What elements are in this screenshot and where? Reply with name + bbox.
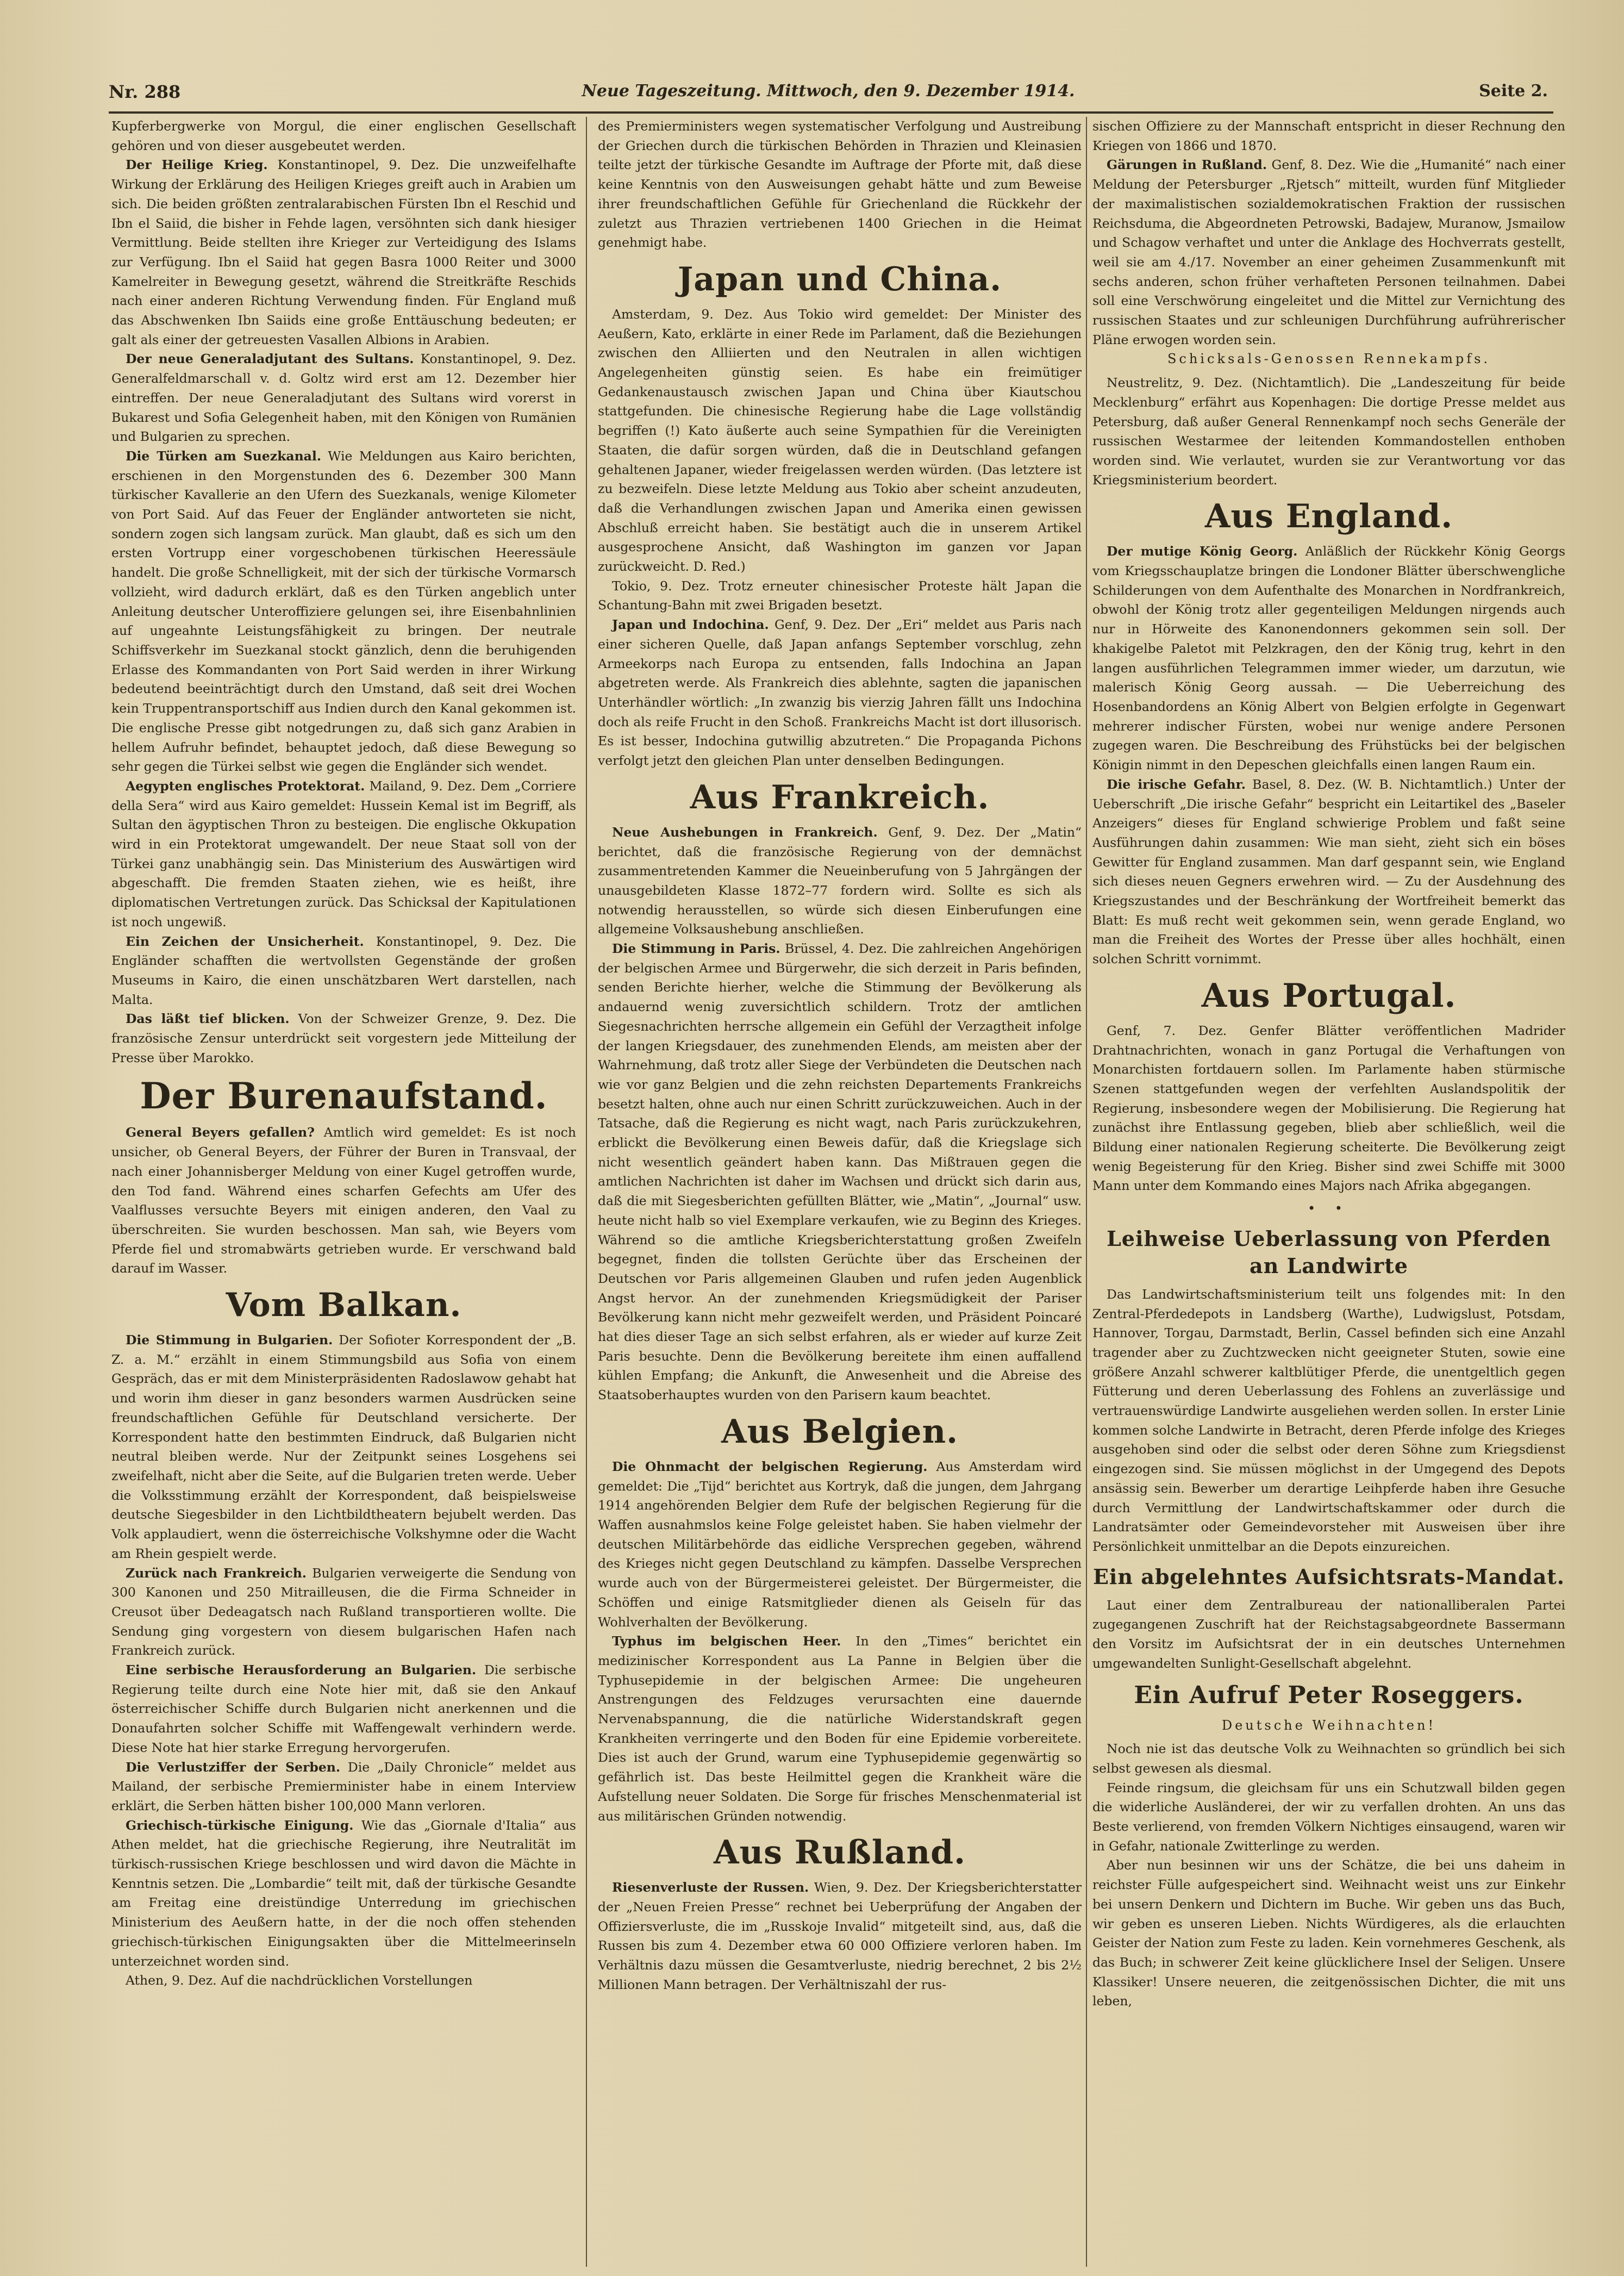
page-header [109,82,1548,111]
article-text: Noch nie ist das deutsche Volk zu Weihnachten so gründlich bei sich selbst gewesen als diesmal. [1092,1741,1565,1776]
article-text: Feinde ringsum, die gleichsam für uns ein Schutzwall bilden gegen die widerliche Ausländerei, der wir zu verfallen drohten. An uns das Beste verlierend, von fremden Völkern Nichtiges einsaugend, waren wir in Gefahr, nationale Zwitterlinge zu werden. [1092,1780,1565,1854]
column-divider [586,117,587,2267]
article-text: Genf, 9. Dez. Der „Matin“ berichtet, daß die französische Regierung von der demnächst zusammentretenden Kammer die Neueinberufung von 5 Jahrgängen der unausgebildeten Klasse 1872–77 fordern wird. Sollte es sich als notwendig herausstellen, so würde sich diesen Einberufungen eine allgemeine Volksaushebung anschließen. [598,824,1082,937]
article-lead: Typhus im belgischen Heer. [612,1633,841,1649]
article-paragraph [111,117,576,155]
article-lead: Griechisch-türkische Einigung. [126,1817,354,1833]
article-paragraph [598,823,1082,939]
article-text: Von der Schweizer Grenze, 9. Dez. Die französische Zensur unterdrückt seit vorgestern jede Mitteilung der Presse über Marokko. [111,1011,576,1065]
article-paragraph [1092,155,1565,350]
section-headline: Aus Rußland. [713,1834,966,1872]
section-headline: Aus Frankreich. [690,778,990,816]
article-paragraph [598,615,1082,771]
section-headline: Ein abgelehntes Aufsichtsrats-Mandat. [1092,1564,1565,1589]
article-paragraph [1092,775,1565,969]
issue-number: Nr. 288 [109,82,181,102]
article-paragraph [598,1457,1082,1632]
article-paragraph [598,1878,1082,1994]
column-2 [598,117,1082,2267]
article-paragraph [111,1331,576,1563]
article-text: Neustrelitz, 9. Dez. (Nichtamtlich). Die „Landeszeitung für beide Mecklenburg“ erfährt aus Kopenhagen: Die dortige Presse meldet aus Petersburg, daß außer General Rennenkampf noch sechs Generäle der russischen Westarmee der leitenden Kommandostellen enthoben worden sind. Wie verlautet, wurden sie zur Verantwortung vor das Kriegsministerium beordert. [1092,375,1565,488]
article-lead: Die irische Gefahr. [1107,776,1246,792]
article-paragraph [598,939,1082,1405]
section-headline: Vom Balkan. [226,1286,462,1325]
article-text: Die „Daily Chronicle“ meldet aus Mailand, der serbische Premierminister habe in einem Interview erklärt, die Serben hätten bisher 100,000 Mann verloren. [111,1759,576,1813]
article-text: Anläßlich der Rückkehr König Georgs vom Kriegsschauplatze bringen die Londoner Blätter überschwengliche Schilderungen von dem Aufenthalte des Monarchen in Nordfrankreich, obwohl der König trotz aller gegenteiligen Meldungen nirgends auch nur in Hörweite des Kanonendonners gekommen sein soll. Der khakigelbe Paletot mit Pelzkragen, den der König trug, kehrt in den langen ausführlichen Telegrammen immer wieder, um darzutun, wie malerisch König Georg aussah. — Die Ueberreichung des Hosenbandordens an König Albert von Belgien erfolgte in Gegenwart mehrerer indischer Fürsten, wobei nur wenige andere Personen zugegen waren. Die Beschreibung des Frühstücks bei der belgischen Königin nimmt in den Depeschen gleichfalls einen langen Raum ein. [1092,544,1565,773]
article-paragraph [111,447,576,777]
article-text: des Premierministers wegen systematischer Verfolgung und Austreibung der Griechen durch die türkischen Behörden in Thrazien und Kleinasien teilte jetzt der türkische Gesandte im Auftrage der Pforte mit, daß diese keine Kenntnis von den Ausweisungen gehabt hätte und zum Beweise ihrer freundschaftlichen Gefühle für Griechenland die Rückkehr der zuletzt aus Thrazien vertriebenen 1400 Griechen in die Heimat genehmigt habe. [598,119,1082,251]
article-text: Aber nun besinnen wir uns der Schätze, die bei uns daheim in reichster Fülle aufgespeichert sind. Weihnacht weist uns zur Einkehr bei unsern Denkern und Dichtern im Buche. Wir geben uns das Buch, wir geben es unseren Lieben. Nichts Würdigeres, als die erlauchten Geister der Nation zum Feste zu laden. Kein vornehmeres Geschenk, als das Buch; in schwerer Zeit keine glücklichere Insel der Seligen. Unsere Klassiker! Unsere neueren, die zeitgenössischen Dichter, die mit uns leben, [1092,1857,1565,2009]
article-lead: Die Ohnmacht der belgischen Regierung. [612,1458,928,1474]
article-lead: Die Türken am Suezkanal. [126,448,322,464]
article-paragraph [111,1661,576,1758]
article-lead: Der mutige König Georg. [1107,544,1298,559]
article-text: Die serbische Regierung teilte durch eine Note hier mit, daß sie den Ankauf österreichischer Schiffe durch Bulgarien nicht anerkennen und die Donaufahrten solcher Schiffe mit Waffengewalt verhindern werde. Diese Note hat hier starke Erregung hervorgerufen. [111,1662,576,1755]
article-text: Das Landwirtschaftsministerium teilt uns folgendes mit: In den Zentral-Pferdedepots in Landsberg (Warthe), Ludwigslust, Potsdam, Hannover, Torgau, Darmstadt, Berlin, Cassel befinden sich eine Anzahl tragender aber zu Zuchtzwecken nicht geeigneter Stuten, sowie eine größere Anzahl schwerer kaltblütiger Pferde, die unentgeltlich gegen Fütterung und deren Ueberlassung des Fohlens an zuverlässige und vertrauenswürdige Landwirte ausgeliehen werden sollen. In erster Linie kommen solche Landwirte in Betracht, deren Pferde infolge des Krieges ausgehoben sind oder die selbst oder deren Söhne zum Kriegsdienst eingezogen sind. Sie müssen möglichst in der Umgegend des Depots ansässig sein. Bewerber um derartige Leihpferde haben ihre Gesuche durch Vermittlung der Landwirtschaftskammer oder durch die Landratsämter oder Gemeindevorsteher mit Ausweisen über ihre Persönlichkeit unmittelbar an die Depots einzureichen. [1092,1286,1565,1554]
article-paragraph [111,1758,576,1816]
column-1 [111,117,576,2267]
article-lead: Riesenverluste der Russen. [612,1880,809,1895]
article-lead: General Beyers gefallen? [126,1125,315,1140]
ornament-dots: • • [1308,1201,1350,1217]
article-lead: Der neue Generaladjutant des Sultans. [126,351,414,367]
header-rule [109,111,1553,114]
article-paragraph [1092,1285,1565,1557]
article-text: Brüssel, 4. Dez. Die zahlreichen Angehörigen der belgischen Armee und Bürgerwehr, die sich derzeit in Paris befinden, senden Berichte hierher, welche die Stimmung der Bevölkerung als andauernd wenig zuversichtlich schildern. Trotz der amtlichen Siegesnachrichten herrsche allgemein ein Gefühl der Verzagtheit infolge der langen Kriegsdauer, des zunehmenden Elends, am meisten aber der Wahrnehmung, daß trotz aller Siege der Verbündeten die Deutschen nach wie vor ganz Belgien und die zehn reichsten Departements Frankreichs besetzt halten, ohne auch nur einen Schritt zurückzuweichen. Auch in der Tatsache, daß die Regierung es nicht wagt, nach Paris zurückzukehren, erblickt die Bevölkerung einen Beweis dafür, daß die Kriegslage sich nicht wesentlich geändert haben kann. Das Mißtrauen gegen die amtlichen Nachrichten ist daher im Wachsen und drückt sich darin aus, daß die mit Siegesberichten gefüllten Blätter, wie „Matin“, „Journal“ usw. heute nicht halb so viel Exemplare verkaufen, wie zu Beginn des Krieges. Während so die amtliche Kriegsberichterstattung großen Zweifeln begegnet, finden die tollsten Gerüchte über das Erscheinen der Deutschen vor Paris allgemeinen Glauben und rufen jeden Augenblick Angst hervor. An der zunehmenden Kriegsmüdigkeit der Pariser Bevölkerung kann nicht mehr gezweifelt werden, und Präsident Poincaré hat dies dieser Tage an sich selbst erfahren, als er wieder auf kurze Zeit Paris besuchte. Denn die Bevölkerung bereitete ihm einen auffallend kühlen Empfang; die Ankunft, die Anwesenheit und die Abreise des Staatsoberhauptes wurden von den Parisern kaum beachtet. [598,941,1082,1403]
article-paragraph [1092,1856,1565,2011]
article-paragraph [598,1632,1082,1826]
article-paragraph [1092,117,1565,155]
column-divider [1086,117,1087,2267]
article-text: Kupferbergwerke von Morgul, die einer englischen Gesellschaft gehören und von dieser ausgebeutet werden. [111,119,576,153]
article-paragraph [111,1816,576,1972]
article-text: sischen Offiziere zu der Mannschaft entspricht in dieser Rechnung den Kriegen von 1866 und 1870. [1092,119,1565,153]
article-text: Mailand, 9. Dez. Dem „Corriere della Sera“ wird aus Kairo gemeldet: Hussein Kemal ist im Begriff, als Sultan den ägyptischen Thron zu besteigen. Die englische Okkupation wird in ein Protektorat umgewandelt. Der neue Staat soll von der Türkei ganz unabhängig sein. Das Ministerium des Auswärtigen wird abgeschafft. Die fremden Staaten ziehen, wie es heißt, ihre diplomatischen Vertretungen zurück. Das Schicksal der Kapitulationen ist noch ungewiß. [111,778,576,930]
article-text: In den „Times“ berichtet ein medizinischer Korrespondent aus La Panne in Belgien über die Typhusepidemie in der belgischen Armee: Die ungeheuren Anstrengungen des Feldzuges verursachten eine dauernde Nervenabspannung, die die natürliche Widerstandskraft gegen Krankheiten verringerte und den Boden für eine Epidemie vorbereitete. Dies ist auch der Grund, warum eine Typhusepidemie gegenwärtig so gefährlich ist. Das beste Heilmittel gegen die Krankheit wäre die Aufstellung neuer Soldaten. Die Sorge für frisches Menschenmaterial ist aus militärischen Gründen notwendig. [598,1633,1082,1824]
article-lead: Das läßt tief blicken. [126,1011,290,1027]
article-paragraph [111,350,576,447]
article-text: Konstantinopel, 9. Dez. Generalfeldmarschall v. d. Goltz wird erst am 12. Dezember hier eintreffen. Der neue Generaladjutant des Sultans wird vorerst in Bukarest und Sofia Gelegenheit haben, mit den Königen von Rumänien und Bulgarien zu sprechen. [111,351,576,445]
article-lead: Aegypten englisches Protektorat. [126,778,365,794]
masthead-line: Neue Tageszeitung. Mittwoch, den 9. Dezember 1914. [582,82,1075,101]
article-paragraph [1092,373,1565,490]
article-lead: Der Heilige Krieg. [126,157,268,173]
subheading: Deutsche Weihnachten! [1221,1717,1436,1733]
article-paragraph [1092,1021,1565,1196]
article-text: Basel, 8. Dez. (W. B. Nichtamtlich.) Unter der Ueberschrift „Die irische Gefahr“ bespricht ein Leitartikel des „Baseler Anzeigers“ dieses für England schwierige Problem und faßt seine Ausführungen dahin zusammen: Wie man sieht, zieht sich ein böses Gewitter für England zusammen. Man darf gespannt sein, wie England sich dieses neuen Gegners erwehren wird. — Zu der Ausdehnung des Kriegszustandes und der Beschränkung der Wortfreiheit bemerkt das Blatt: Es muß recht weit gekommen sein, wenn gerade England, wo man die Freiheit des Wortes der Presse über alles hochhält, einen solchen Schritt vornimmt. [1092,776,1565,967]
article-paragraph [111,777,576,932]
section-headline: Ein Aufruf Peter Roseggers. [1134,1681,1524,1709]
article-lead: Ein Zeichen der Unsicherheit. [126,933,364,949]
section-headline: Aus England. [1204,497,1453,536]
article-lead: Die Stimmung in Paris. [612,941,780,957]
article-text: Genf, 9. Dez. Der „Eri“ meldet aus Paris nach einer sicheren Quelle, daß Japan anfangs September vorschlug, zehn Armeekorps nach Europa zu entsenden, falls Indochina an Japan abgetreten werde. Als Frankreich dies ablehnte, sagten die japanischen Unterhändler wörtlich: „In zwanzig bis vierzig Jahren fällt uns Indochina doch als reife Frucht in den Schoß. Frankreichs Macht ist dort illusorisch. Es ist besser, Indochina gutwillig abzutreten.“ Die Propaganda Pichons verfolgt jetzt den gleichen Plan unter denselben Bedingungen. [598,617,1082,769]
section-headline: Der Burenaufstand. [140,1075,548,1118]
article-paragraph [598,577,1082,615]
article-text: Genf, 7. Dez. Genfer Blätter veröffentlichen Madrider Drahtnachrichten, wonach in ganz Portugal die Verhaftungen von Monarchisten fortdauern sollen. Im Parlamente haben stürmische Szenen stattgefunden wegen der verfehlten Auslandspolitik der Regierung, insbesondere wegen der Mobilisierung. Die Regierung hat zunächst ihre Entlassung gegeben, blieb aber schließlich, weil die Bildung einer nationalen Regierung scheiterte. Die Bevölkerung zeigt wenig Begeisterung für den Krieg. Bisher sind zwei Schiffe mit 3000 Mann unter dem Kommando eines Majors nach Afrika abgegangen. [1092,1022,1565,1194]
page-number: Seite 2. [1479,82,1548,101]
section-headline: Leihweise Ueberlassung von Pferden an Landwirte [1107,1226,1551,1278]
article-lead: Neue Aushebungen in Frankreich. [612,824,878,840]
article-lead: Gärungen in Rußland. [1107,157,1267,173]
article-text: Aus Amsterdam wird gemeldet: Die „Tijd“ berichtet aus Kortryk, daß die jungen, dem Jahrgang 1914 angehörenden Belgier dem Rufe der belgischen Regierung für die Waffen ausnahmslos keine Folge geleistet haben. Sie haben vielmehr der deutschen Militärbehörde das eidliche Versprechen gegeben, während des Krieges nicht gegen Deutschland zu kämpfen. Dasselbe Versprechen wurde auch von der Bürgermeisterei geleistet. Der Bürgermeister, die Schöffen und einige Ratsmitglieder dienen als Geiseln für das Wohlverhalten der Bevölkerung. [598,1458,1082,1630]
section-headline: Japan und China. [677,260,1002,298]
article-paragraph [111,1123,576,1279]
article-paragraph [1092,542,1565,775]
section-headline: Aus Portugal. [1201,976,1457,1015]
article-lead: Zurück nach Frankreich. [126,1565,307,1581]
article-paragraph [1092,1739,1565,1778]
article-text: Wie das „Giornale d'Italia“ aus Athen meldet, hat die griechische Regierung, ihre Neutralität im türkisch-russischen Kriege beschlossen und wird davon die Mächte in Kenntnis setzen. Die „Lombardie“ teilt mit, daß der türkische Gesandte am Freitag eine dreistündige Unterredung im griechischen Ministerium des Aeußern hatte, in der die noch offen stehenden griechisch-türkischen Einigungsakten über die Mittelmeerinseln unterzeichnet worden sind. [111,1817,576,1969]
article-text: Konstantinopel, 9. Dez. Die Engländer schafften die wertvollsten Gegenstände der großen Museums in Kairo, die einen unschätzbaren Wert darstellen, nach Malta. [111,933,576,1007]
article-paragraph [111,1009,576,1068]
section-headline: Aus Belgien. [721,1412,958,1451]
article-text: Amsterdam, 9. Dez. Aus Tokio wird gemeldet: Der Minister des Aeußern, Kato, erklärte in einer Rede im Parlament, daß die Beziehungen zwischen den Alliierten und den Neutralen in allen wichtigen Angelegenheiten günstig seien. Es habe ein freimütiger Gedankenaustausch zwischen Japan und China über Kiautschou stattgefunden. Die chinesische Regierung habe die Lage vollständig begriffen (!) Kato äußerte auch seine Sympathien für die Vereinigten Staaten, die dafür sorgen würden, daß die in Deutschland gefangen gehaltenen Japaner, wieder freigelassen werden würden. (Das letztere ist zu bezweifeln. Diese letzte Meldung aus Tokio aber scheint anzudeuten, daß die Verhandlungen zwischen Japan und Amerika einen gewissen Abschluß erreicht haben. Sie bestätigt auch die in unserem Artikel ausgesprochene Ansicht, daß Washington im ganzen vor Japan zurückweicht. D. Red.) [598,306,1082,575]
article-lead: Eine serbische Herausforderung an Bulgarien. [126,1662,477,1678]
article-text: Laut einer dem Zentralbureau der nationalliberalen Partei zugegangenen Zuschrift hat der Reichstagsabgeordnete Bassermann den Vorsitz im Aufsichtsrat der in ein deutsches Unternehmen umgewandelten Sunlight-Gesellschaft abgelehnt. [1092,1597,1565,1671]
article-text: Tokio, 9. Dez. Trotz erneuter chinesischer Proteste hält Japan die Schantung-Bahn mit zwei Brigaden besetzt. [598,578,1082,613]
article-paragraph [111,155,576,350]
subheading: Schicksals-Genossen Rennekampfs. [1167,351,1491,367]
article-lead: Japan und Indochina. [612,617,769,633]
article-text: Athen, 9. Dez. Auf die nachdrücklichen Vorstellungen [126,1973,473,1988]
article-paragraph [598,117,1082,253]
article-paragraph [598,305,1082,577]
article-lead: Die Stimmung in Bulgarien. [126,1332,333,1348]
column-3 [1092,117,1565,2267]
article-text: Konstantinopel, 9. Dez. Die unzweifelhafte Wirkung der Erklärung des Heiligen Krieges greift auch in Arabien um sich. Die beiden größten zentralarabischen Fürsten Ibn el Reschid und Ibn el Saiid, die bisher in Fehde lagen, versöhnten sich dank hiesiger Vermittlung. Beide stellten ihre Krieger zur Verteidigung des Islams zur Verfügung. Ibn el Saiid hat gegen Basra 1000 Reiter und 3000 Kamelreiter in Bewegung gesetzt, während die Streitkräfte Reschids nach einer anderen Richtung Verwendung finden. Für England muß das Abschwenken Ibn Saiids eine große Enttäuschung bedeuten; er galt als einer der getreuesten Vasallen Albions in Arabien. [111,157,576,347]
article-paragraph [111,1971,576,1991]
article-text: Bulgarien verweigerte die Sendung von 300 Kanonen und 250 Mitrailleusen, die die Firma Schneider in Creusot über Dedeagatsch nach Rußland transportieren wollte. Die Sendung ging vorgestern von diesem bulgarischen Hafen nach Frankreich zurück. [111,1565,576,1658]
article-text: Genf, 8. Dez. Wie die „Humanité“ nach einer Meldung der Petersburger „Rjetsch“ mitteilt, wurden fünf Mitglieder der maximalistischen sozialdemokratischen Fraktion der russischen Reichsduma, die Abgeordneten Petrowski, Badajew, Muranow, Jsmailow und Schagow verhaftet und unter die Anklage des Hochverrats gestellt, weil sie am 4./17. November an einer geheimen Zusammenkunft mit sechs anderen, schon früher verhafteten Personen teilnahmen. Dabei soll eine Verschwörung eingeleitet und die Mittel zur Vernichtung des russischen Staates und zur schleunigen Durchführung aufrührerischer Pläne erwogen worden sein. [1092,157,1565,347]
article-text: Der Sofioter Korrespondent der „B. Z. a. M.“ erzählt in einem Stimmungsbild aus Sofia von einem Gespräch, das er mit dem Ministerpräsidenten Radoslawow gehabt hat und worin ihm dieser in ganz besonders warmen Ausdrücken seine freundschaftlichen Gefühle für Deutschland versicherte. Der Korrespondent hatte den bestimmten Eindruck, daß Bulgarien nicht neutral bleiben werde. Nur der Zeitpunkt seines Losgehens sei zweifelhaft, nicht aber die Seite, auf die Bulgarien treten werde. Ueber die Volksstimmung erzählt der Korrespondent, daß beispielsweise deutsche Siegesbilder in den Lichtbildtheatern bejubelt werden. Das Volk applaudiert, wenn die österreichische Volkshymne oder die Wacht am Rhein gespielt werde. [111,1332,576,1561]
article-text: Amtlich wird gemeldet: Es ist noch unsicher, ob General Beyers, der Führer der Buren in Transvaal, der nach einer Johannisberger Meldung von einer Kugel getroffen wurde, den Tod fand. Während eines scharfen Gefechts am Ufer des Vaalflusses versuchte Beyers mit einigen anderen, den Vaal zu überschreiten. Sie wurden beschossen. Man sah, wie Beyers vom Pferde fiel und stromabwärts getrieben wurde. Er verschwand bald darauf im Wasser. [111,1125,576,1276]
article-paragraph [111,932,576,1010]
article-lead: Die Verlustziffer der Serben. [126,1759,341,1775]
article-paragraph [1092,1596,1565,1674]
article-paragraph [111,1564,576,1661]
article-paragraph [1092,1779,1565,1856]
article-text: Wie Meldungen aus Kairo berichten, erschienen in den Morgenstunden des 6. Dezember 300 Mann türkischer Kavallerie an den Ufern des Suezkanals, wenige Kilometer von Port Said. Auf das Feuer der Engländer antworteten sie nicht, sondern zogen sich langsam zurück. Man glaubt, daß es sich um den ersten Vortrupp einer vorgeschobenen türkischen Heeressäule handelt. Die große Schnelligkeit, mit der sich der türkische Vormarsch vollzieht, wird dadurch erklärt, daß es den Türken angeblich unter Anleitung deutscher Unteroffiziere gelungen sei, ihre Eisenbahnlinien auf ungeahnte Leistungsfähigkeit zu bringen. Der neutrale Schiffsverkehr im Suezkanal stockt gänzlich, denn die beruhigenden Erlasse des Kommandanten von Port Said werden in ihrer Wirkung bedeutend beeinträchtigt durch den Umstand, daß seit drei Wochen kein Truppentransportschiff aus Indien durch den Kanal gekommen ist. Die englische Presse gibt notgedrungen zu, daß sich ganz Arabien in hellem Aufruhr befindet, behauptet jedoch, daß diese Bewegung so sehr gegen die Türkei selbst wie gegen die Engländer sich wendet. [111,448,576,775]
article-text: Wien, 9. Dez. Der Kriegsberichterstatter der „Neuen Freien Presse“ rechnet bei Ueberprüfung der Angaben der Offiziersverluste, die im „Russkoje Invalid“ mitgeteilt sind, aus, daß die Russen bis zum 4. Dezember etwa 60 000 Offiziere verloren haben. Im Verhältnis dazu müssen die Gesamtverluste, niedrig berechnet, 2 bis 2½ Millionen Mann betragen. Der Verhältniszahl der rus- [598,1880,1082,1992]
